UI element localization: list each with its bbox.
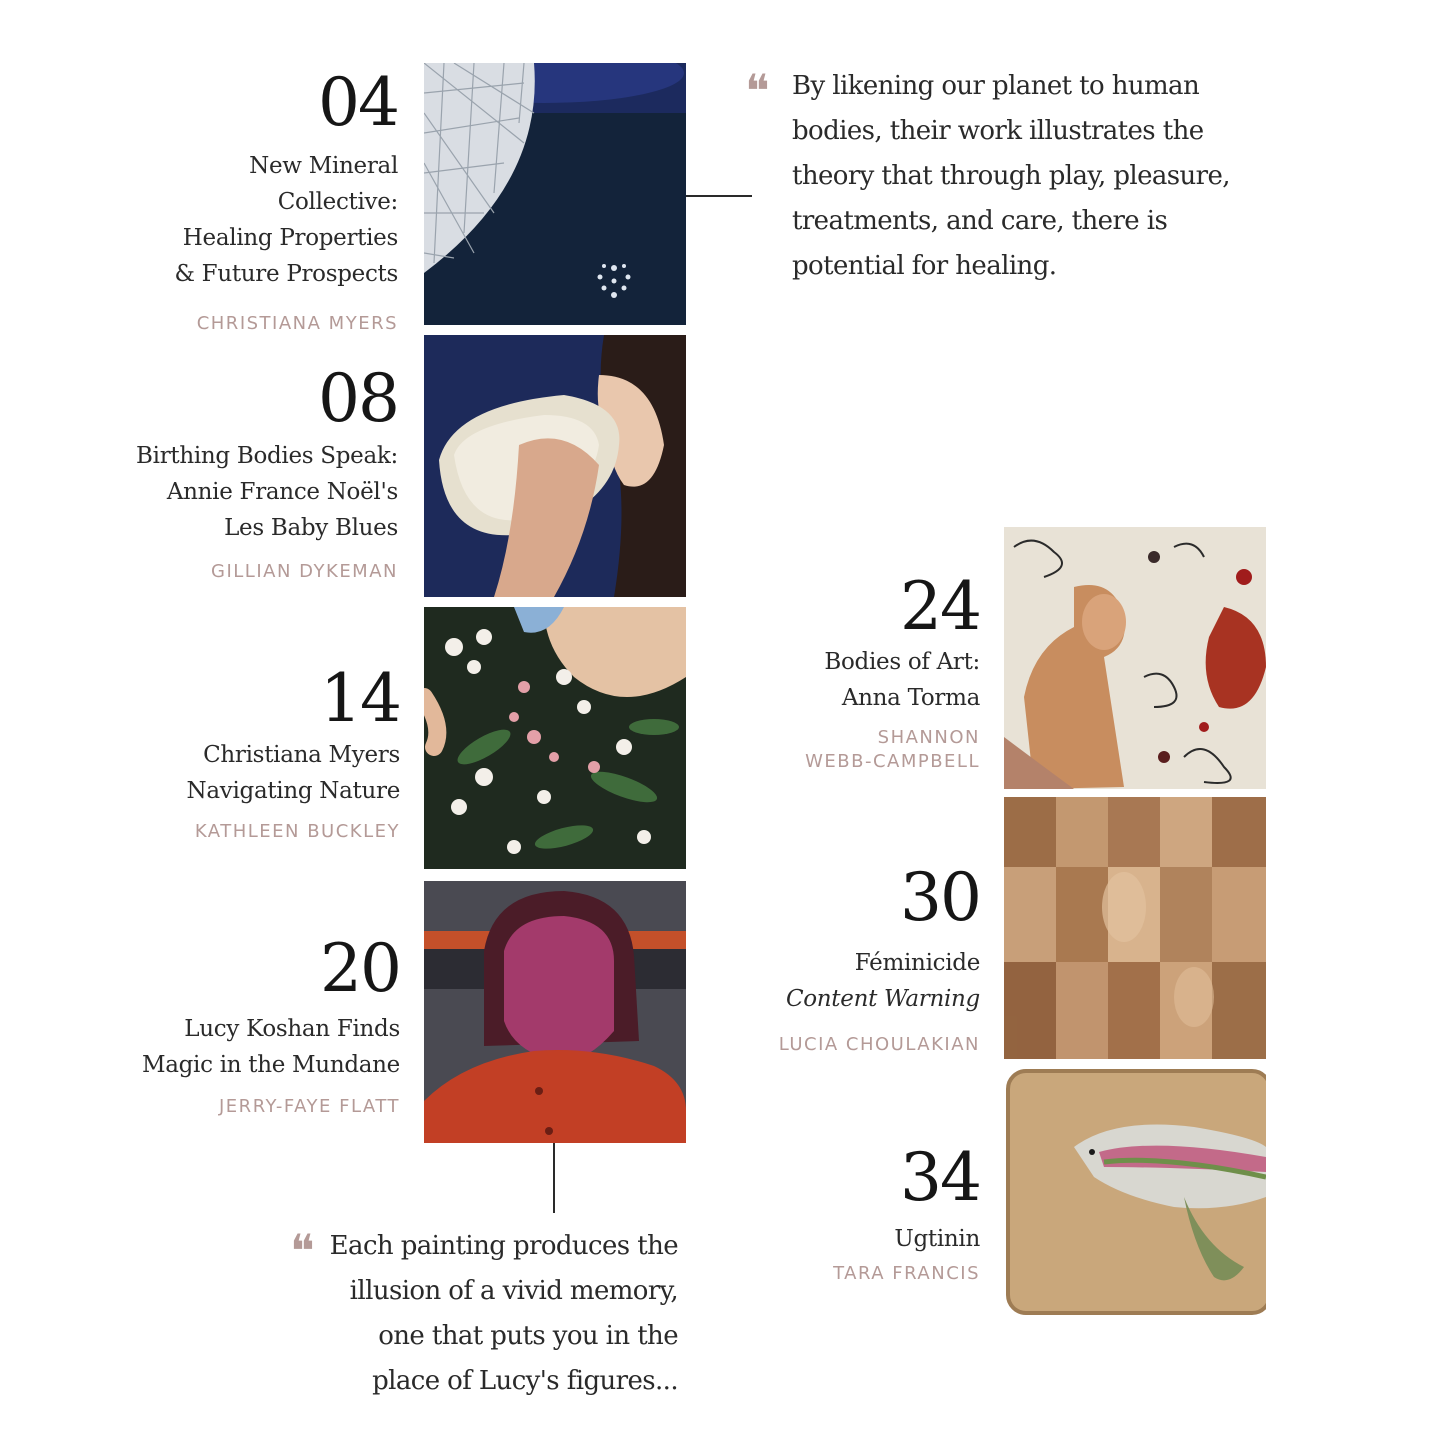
- embroidered-trout-picture: [1004, 1067, 1266, 1317]
- article-title[interactable]: [174, 148, 398, 292]
- article-author: [219, 1095, 400, 1119]
- title-line: Annie France Noël's: [166, 479, 398, 505]
- embroidered-figure-picture: [1004, 527, 1266, 789]
- title-line: Christiana Myers: [203, 742, 400, 768]
- quote-line: bodies, their work illustrates the: [792, 116, 1204, 146]
- article-title[interactable]: [894, 1221, 980, 1257]
- author-line: JERRY-FAYE FLATT: [219, 1096, 400, 1117]
- quote-line: place of Lucy's figures...: [372, 1366, 678, 1396]
- blossom-branches-picture: [424, 607, 686, 869]
- article-image-lucy-painting[interactable]: [424, 881, 686, 1143]
- collage-bodies-picture: [1004, 797, 1266, 1059]
- article-author: [211, 560, 398, 584]
- article-image-feminicide[interactable]: [1004, 797, 1266, 1059]
- portrait-painting-picture: [424, 881, 686, 1143]
- author-line: CHRISTIANA MYERS: [196, 313, 398, 334]
- title-line: New Mineral: [249, 153, 398, 179]
- article-number: 34: [900, 1139, 980, 1216]
- article-image-ugtinin[interactable]: [1004, 1067, 1266, 1317]
- title-line: & Future Prospects: [174, 261, 398, 287]
- title-line: Ugtinin: [894, 1226, 980, 1252]
- article-number: 20: [320, 930, 400, 1007]
- title-line: Magic in the Mundane: [141, 1052, 400, 1078]
- title-line: Navigating Nature: [186, 778, 400, 804]
- article-title[interactable]: [136, 438, 398, 546]
- quote-line: By likening our planet to human: [792, 71, 1200, 101]
- title-line: Healing Properties: [182, 225, 398, 251]
- title-line: Birthing Bodies Speak:: [136, 443, 398, 469]
- article-author: [833, 1262, 980, 1286]
- article-number: 30: [900, 859, 980, 936]
- quote-mark-icon: ❝: [745, 64, 766, 118]
- pull-quote-bottom: [330, 1224, 678, 1404]
- article-image-anna-torma[interactable]: [1004, 527, 1266, 789]
- geodesic-dome-picture: [424, 63, 686, 325]
- title-line: Les Baby Blues: [224, 515, 398, 541]
- article-author: [195, 820, 400, 844]
- title-line-italic: Content Warning: [785, 986, 980, 1012]
- article-number: 08: [318, 360, 398, 437]
- article-number: 24: [900, 568, 980, 645]
- author-line: GILLIAN DYKEMAN: [211, 561, 398, 582]
- quote-line: theory that through play, pleasure,: [792, 161, 1230, 191]
- title-line: Bodies of Art:: [824, 649, 980, 675]
- article-image-mineral[interactable]: [424, 63, 686, 325]
- quote-line: treatments, and care, there is: [792, 206, 1168, 236]
- article-number: 14: [320, 660, 400, 737]
- title-line: Anna Torma: [841, 685, 980, 711]
- quote-line: one that puts you in the: [378, 1321, 678, 1351]
- author-line: SHANNON: [877, 727, 980, 748]
- author-line: TARA FRANCIS: [833, 1263, 980, 1284]
- title-line: Lucy Koshan Finds: [184, 1016, 400, 1042]
- author-line: WEBB-CAMPBELL: [805, 751, 980, 772]
- connector-rule-vertical: [553, 1143, 555, 1213]
- quote-line: illusion of a vivid memory,: [349, 1276, 678, 1306]
- author-line: KATHLEEN BUCKLEY: [194, 821, 400, 842]
- article-number: 04: [318, 64, 398, 141]
- quote-line: Each painting produces the: [329, 1231, 678, 1261]
- article-title[interactable]: [786, 945, 980, 1017]
- connector-rule-horizontal: [686, 195, 752, 197]
- quote-mark-icon: ❝: [290, 1224, 311, 1278]
- article-image-nature[interactable]: [424, 607, 686, 869]
- author-line: LUCIA CHOULAKIAN: [778, 1034, 980, 1055]
- article-title[interactable]: [142, 1011, 400, 1083]
- article-title[interactable]: [187, 737, 400, 809]
- title-line: Féminicide: [854, 950, 980, 976]
- article-author: [805, 726, 980, 774]
- article-author: [197, 312, 398, 336]
- title-line: Collective:: [277, 189, 398, 215]
- article-image-birthing[interactable]: [424, 335, 686, 597]
- article-title[interactable]: [824, 644, 980, 716]
- article-author: [779, 1033, 980, 1057]
- pull-quote-top: [792, 64, 1230, 289]
- quote-line: potential for healing.: [792, 251, 1057, 281]
- woman-drinking-picture: [424, 335, 686, 597]
